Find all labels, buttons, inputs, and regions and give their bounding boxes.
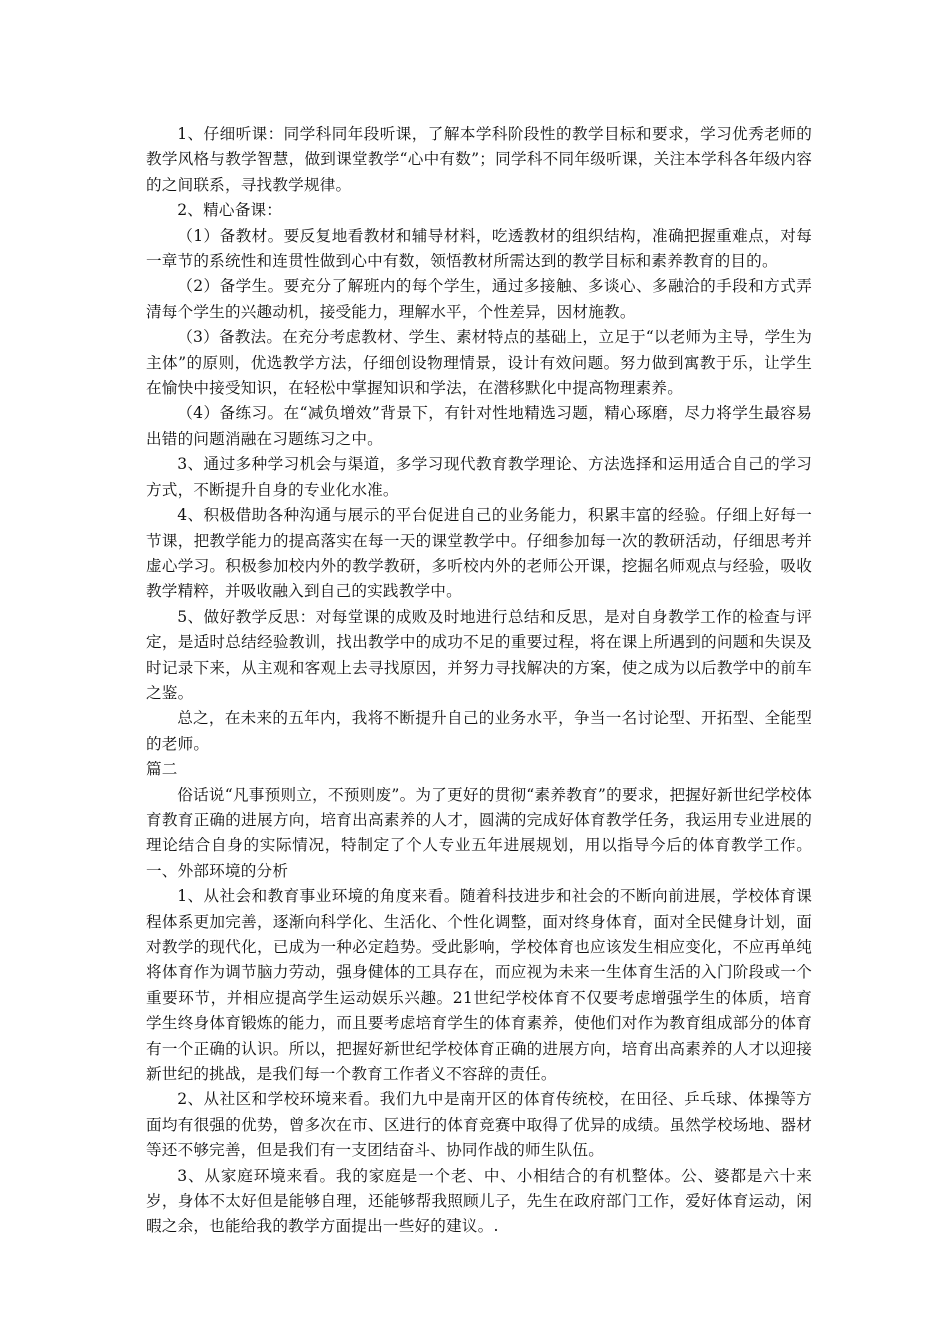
paragraph-prep-students: （2）备学生。要充分了解班内的每个学生，通过多接触、多谈心、多融洽的手段和方式弄清每个学生的兴趣动机，接受能力，理解水平，个性差异，因材施教。 <box>146 277 812 321</box>
paragraph-intro: 俗话说“凡事预则立，不预则废”。为了更好的贯彻“素养教育”的要求，把握好新世纪学校体育教育正确的进展方向，培育出高素养的人才，圆满的完成好体育教学任务，我运用专业进展的理论结合自身的实际情况，特制定了个人专业五年进展规划，用以指导今后的体育教学工作。一、外部环境的分析 <box>146 785 812 880</box>
paragraph-prep-methods: （3）备教法。在充分考虑教材、学生、素材特点的基础上，立足于“以老师为主导，学生为主体”的原则，优选教学方法，仔细创设物理情景，设计有效问题。努力做到寓教于乐，让学生在愉快中接受知识，在轻松中掌握知识和学法，在潜移默化中提高物理素养。 <box>146 328 812 398</box>
paragraph-summary: 总之，在未来的五年内，我将不断提升自己的业务水平，争当一名讨论型、开拓型、全能型的老师。 <box>146 709 812 753</box>
document-page <box>146 122 812 1240</box>
section-title: 篇二 <box>146 760 178 779</box>
paragraph-careful-listening: 1、仔细听课：同学科同年段听课，了解本学科阶段性的教学目标和要求，学习优秀老师的教学风格与教学智慧，做到课堂教学“心中有数”；同学科不同年级听课，关注本学科各年级内容的之间联系，寻找教学规律。 <box>146 125 812 194</box>
paragraph-prep-materials: （1）备教材。要反复地看教材和辅导材料，吃透教材的组织结构，准确把握重难点，对每一章节的系统性和连贯性做到心中有数，领悟教材所需达到的教学目标和素养教育的目的。 <box>146 226 812 271</box>
paragraph-prep-exercises: （4）备练习。在“减负增效”背景下，有针对性地精选习题，精心琢磨，尽力将学生最容易出错的问题消融在习题练习之中。 <box>146 404 812 448</box>
paragraph-social-environment: 1、从社会和教育事业环境的角度来看。随着科技进步和社会的不断向前进展，学校体育课程体系更加完善，逐渐向科学化、生活化、个性化调整，面对终身体育，面对全民健身计划，面对教学的现代化，已成为一种必定趋势。受此影响，学校体育也应该发生相应变化，不应再单纯将体育作为调节脑力劳动，强身健体的工具存在，而应视为未来一生体育生活的入门阶段或一个重要环节，并相应提高学生运动娱乐兴趣。21世纪学校体育不仅要考虑增强学生的体质，培育学生终身体育锻炼的能力，而且要考虑培育学生的体育素养，使他们对作为教育组成部分的体育有一个正确的认识。所以，把握好新世纪学校体育正确的进展方向，培育出高素养的人才以迎接新世纪的挑战，是我们每一个教育工作者义不容辞的责任。 <box>146 887 812 1084</box>
paragraph-school-environment: 2、从社区和学校环境来看。我们九中是南开区的体育传统校，在田径、乒乓球、体操等方面均有很强的优势，曾多次在市、区进行的体育竞赛中取得了优异的成绩。虽然学校场地、器材等还不够完善，但是我们有一支团结奋斗、协同作战的师生队伍。 <box>146 1090 812 1160</box>
paragraph-platforms: 4、积极借助各种沟通与展示的平台促进自己的业务能力，积累丰富的经验。仔细上好每一节课，把教学能力的提高落实在每一天的课堂教学中。仔细参加每一次的教研活动，仔细思考并虚心学习。积极参加校内外的教学教研，多听校内外的老师公开课，挖掘名师观点与经验，吸收教学精粹，并吸收融入到自己的实践教学中。 <box>146 506 812 601</box>
paragraph-reflection: 5、做好教学反思：对每堂课的成败及时地进行总结和反思，是对自身教学工作的检查与评定，是适时总结经验教训，找出教学中的成功不足的重要过程，将在课上所遇到的问题和失误及时记录下来，从主观和客观上去寻找原因，并努力寻找解决的方案，使之成为以后教学中的前车之鉴。 <box>146 607 812 702</box>
paragraph-learning-channels: 3、通过多种学习机会与渠道，多学习现代教育教学理论、方法选择和运用适合自己的学习方式，不断提升自身的专业化水准。 <box>146 455 812 499</box>
paragraph-family-environment: 3、从家庭环境来看。我的家庭是一个老、中、小相结合的有机整体。公、婆都是六十来岁，身体不太好但是能够自理，还能够帮我照顾儿子，先生在政府部门工作，爱好体育运动，闲暇之余，也能给我的教学方面提出一些好的建议。. <box>146 1166 812 1236</box>
paragraph-lesson-prep-heading: 2、精心备课： <box>177 201 283 220</box>
